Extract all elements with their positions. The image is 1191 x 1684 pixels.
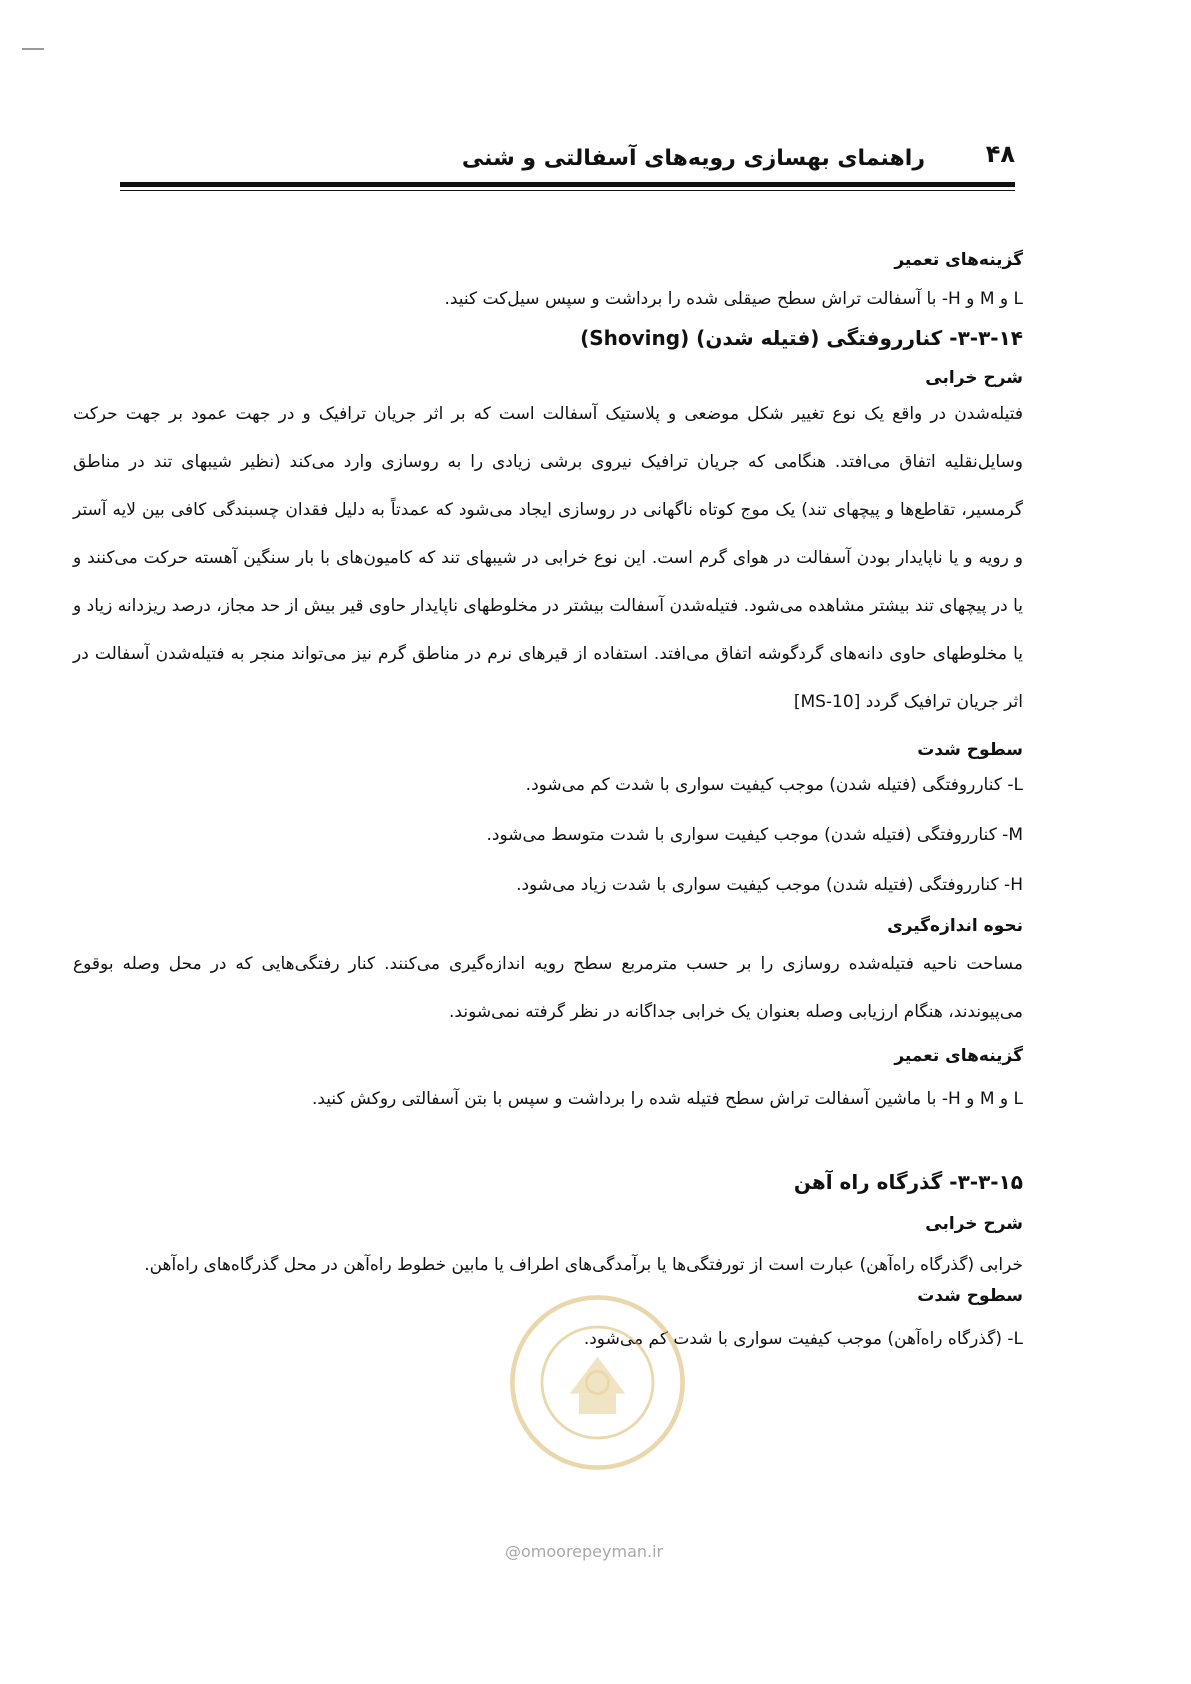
header-rule-thin	[120, 190, 1015, 191]
description-paragraph: فتیله‌شدن در واقع یک نوع تغییر شکل موضعی و پلاستیک آسفالت است که بر اثر جریان ترافیک و در جهت عمود بر جهت حرکت وسایل‌نقلیه اتفاق می‌افتد. هنگامی که جریان ترافیک نیروی برشی زیادی را به روسازی وارد می‌کند (نظیر شیبهای تند در مناطق گرمسیر، تقاطع‌ها و پیچهای تند) یک موج کوتاه ناگهانی در روسازی ایجاد می‌شود که عمدتاً به دلیل فقدان چسبندگی کافی بین لایه آستر و رویه و یا ناپایدار بودن آسفالت در هوای گرم است. این نوع خرابی در شیبهای تند که کامیون‌های با بار سنگین آهسته حرکت می‌کنند و یا در پیچهای تند بیشتر مشاهده می‌شود. فتیله‌شدن آسفالت بیشتر در مخلوطهای ناپایدار حاوی قیر بیش از حد مجاز، درصد ریزدانه زیاد و یا مخلوطهای حاوی دانه‌های گردگوشه اتفاق می‌افتد. استفاده از قیرهای نرم در مناطق گرم نیز می‌تواند منجر به فتیله‌شدن آسفالت در اثر جریان ترافیک گردد [MS-10]	[73, 404, 1023, 712]
description-heading: شرح خرابی	[925, 368, 1023, 388]
severity-heading: سطوح شدت	[917, 740, 1023, 760]
measurement-heading: نحوه اندازه‌گیری	[887, 916, 1023, 936]
page-content	[73, 250, 1023, 1354]
severity-heading: سطوح شدت	[917, 1286, 1023, 1306]
description-heading: شرح خرابی	[925, 1214, 1023, 1234]
page-number: ۴۸	[985, 140, 1015, 168]
severity-item-L: L- (گذرگاه راه‌آهن) موجب کیفیت سواری با شدت کم می‌شود.	[583, 1329, 1023, 1349]
running-title: راهنمای بهسازی رویه‌های آسفالتی و شنی	[461, 146, 925, 171]
corner-mark	[22, 48, 44, 50]
watermark-url: @omoorepeyman.ir	[505, 1542, 664, 1561]
severity-item-L: L- کنارروفتگی (فتیله شدن) موجب کیفیت سواری با شدت کم می‌شود.	[525, 775, 1023, 795]
repair-text: L و M و H- با ماشین آسفالت تراش سطح فتیله شده را برداشت و سپس با بتن آسفالتی روکش کنید.	[311, 1089, 1023, 1109]
section-title-shoving: ۳-۳-۱۴- کنارروفتگی (فتیله شدن) (Shoving)	[580, 326, 1023, 350]
measurement-paragraph: مساحت ناحیه فتیله‌شده روسازی را بر حسب مترمربع سطح رویه اندازه‌گیری می‌کنند. کنار رفتگی‌هایی که در محل وصله بوقوع می‌پیوندند، هنگام ارزیابی وصله بعنوان یک خرابی جداگانه در نظر گرفته نمی‌شوند.	[73, 954, 1023, 1022]
description-paragraph: خرابی (گذرگاه راه‌آهن) عبارت است از تورفتگی‌ها یا برآمدگی‌های اطراف یا مابین خطوط راه‌آهن در محل گذرگاه‌های راه‌آهن.	[144, 1255, 1023, 1275]
header-rule-thick	[120, 182, 1015, 187]
severity-item-M: M- کنارروفتگی (فتیله شدن) موجب کیفیت سواری با شدت متوسط می‌شود.	[486, 825, 1023, 845]
repair-text: L و M و H- با آسفالت تراش سطح صیقلی شده را برداشت و سپس سیل‌کت کنید.	[444, 289, 1023, 309]
watermark-seal-icon	[505, 1290, 690, 1475]
repair-heading: گزینه‌های تعمیر	[894, 1046, 1023, 1066]
severity-list	[73, 770, 1023, 900]
section-title-railroad: ۳-۳-۱۵- گذرگاه راه آهن	[793, 1170, 1023, 1194]
severity-item-H: H- کنارروفتگی (فتیله شدن) موجب کیفیت سواری با شدت زیاد می‌شود.	[516, 875, 1023, 895]
repair-heading: گزینه‌های تعمیر	[894, 250, 1023, 270]
